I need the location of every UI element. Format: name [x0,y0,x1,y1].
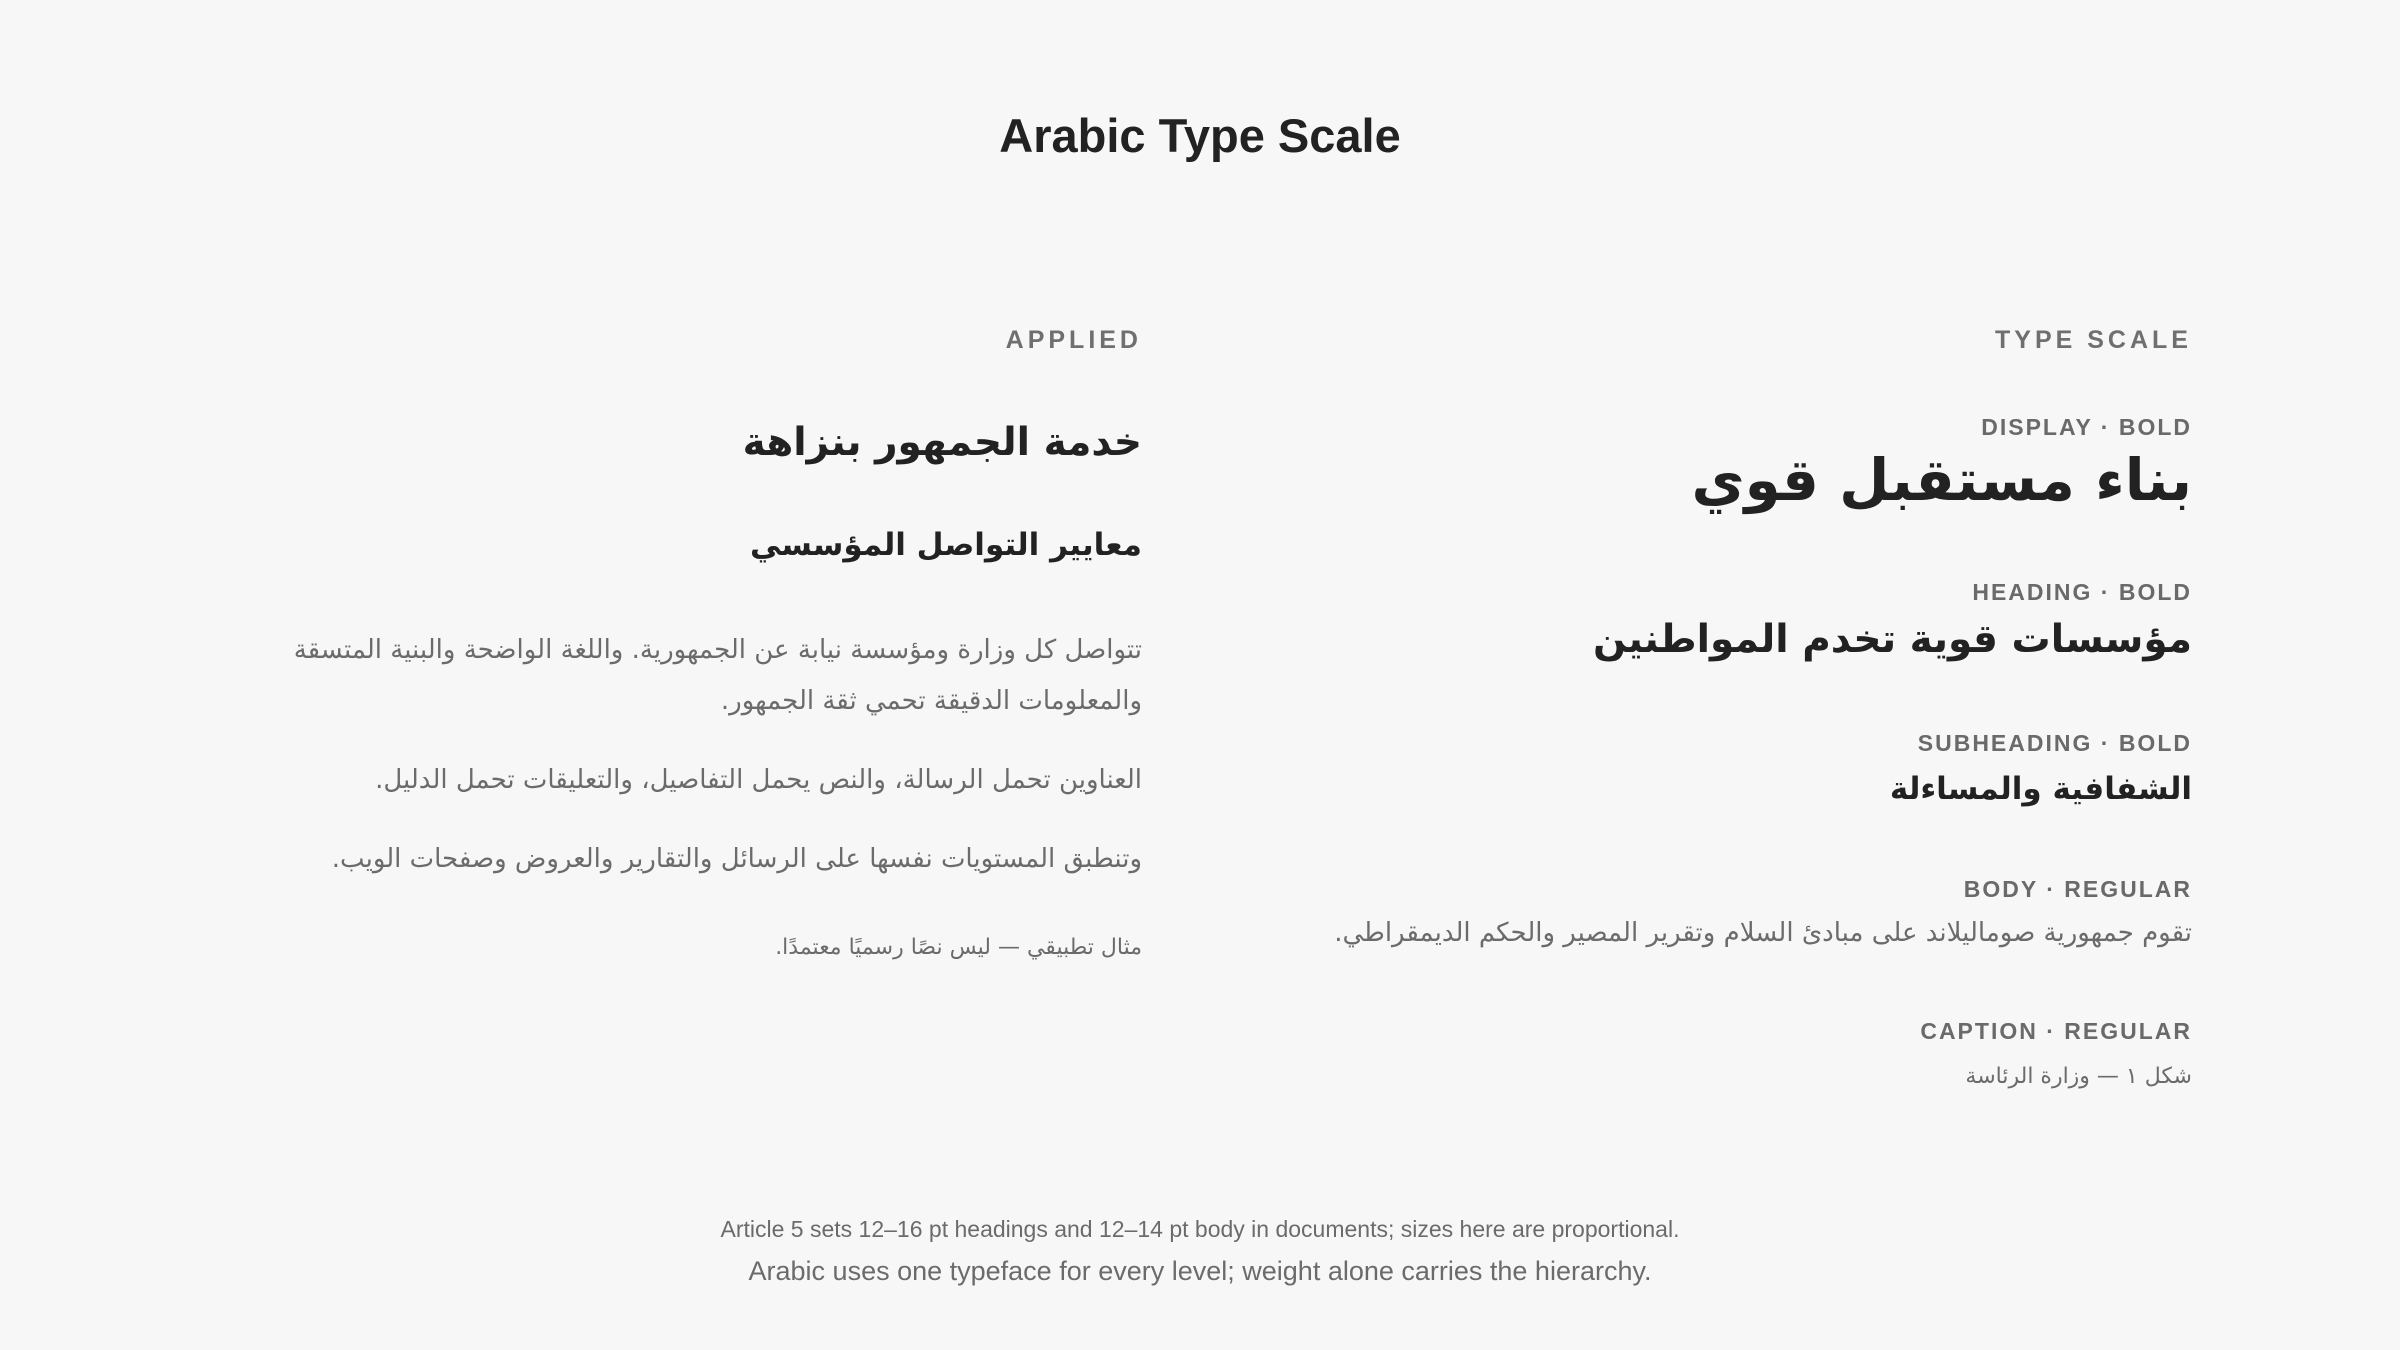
applied-body-paragraph-3: وتنطبق المستويات نفسها على الرسائل والتقارير والعروض وصفحات الويب. [331,844,1142,874]
footer-note-typeface: Arabic uses one typeface for every level; weight alone carries the hierarchy. [748,1256,1652,1286]
body-level-tag: BODY · REGULAR [1963,876,2192,902]
applied-body-line-2: والمعلومات الدقيقة تحمي ثقة الجمهور. [720,686,1142,716]
caption-level-sample: شكل ١ — وزارة الرئاسة [1965,1064,2192,1089]
subheading-level-tag: SUBHEADING · BOLD [1917,730,2192,756]
applied-heading: خدمة الجمهور بنزاهة [742,420,1142,465]
heading-level-sample: مؤسسات قوية تخدم المواطنين [1593,617,2192,662]
applied-body-paragraph-2: العناوين تحمل الرسالة، والنص يحمل التفاصيل، والتعليقات تحمل الدليل. [375,765,1142,795]
subheading-level-sample: الشفافية والمساءلة [1889,771,2192,807]
display-level-sample: بناء مستقبل قوي [1691,446,2192,514]
footer-note-sizes: Article 5 sets 12–16 pt headings and 12–14 pt body in documents; sizes here are proportional. [720,1216,1680,1242]
applied-label: APPLIED [1005,326,1142,354]
heading-level-tag: HEADING · BOLD [1972,579,2192,605]
caption-level-tag: CAPTION · REGULAR [1920,1018,2192,1044]
display-level-tag: DISPLAY · BOLD [1981,414,2192,440]
type-scale-label: TYPE SCALE [1995,326,2192,354]
applied-body-line-1: تتواصل كل وزارة ومؤسسة نيابة عن الجمهورية. واللغة الواضحة والبنية المتسقة [293,635,1142,665]
page-title: Arabic Type Scale [999,109,1401,162]
applied-subheading: معايير التواصل المؤسسي [750,527,1142,563]
body-level-sample: تقوم جمهورية صوماليلاند على مبادئ السلام وتقرير المصير والحكم الديمقراطي. [1334,918,2192,948]
applied-note: مثال تطبيقي — ليس نصًا رسميًا معتمدًا. [775,935,1142,960]
